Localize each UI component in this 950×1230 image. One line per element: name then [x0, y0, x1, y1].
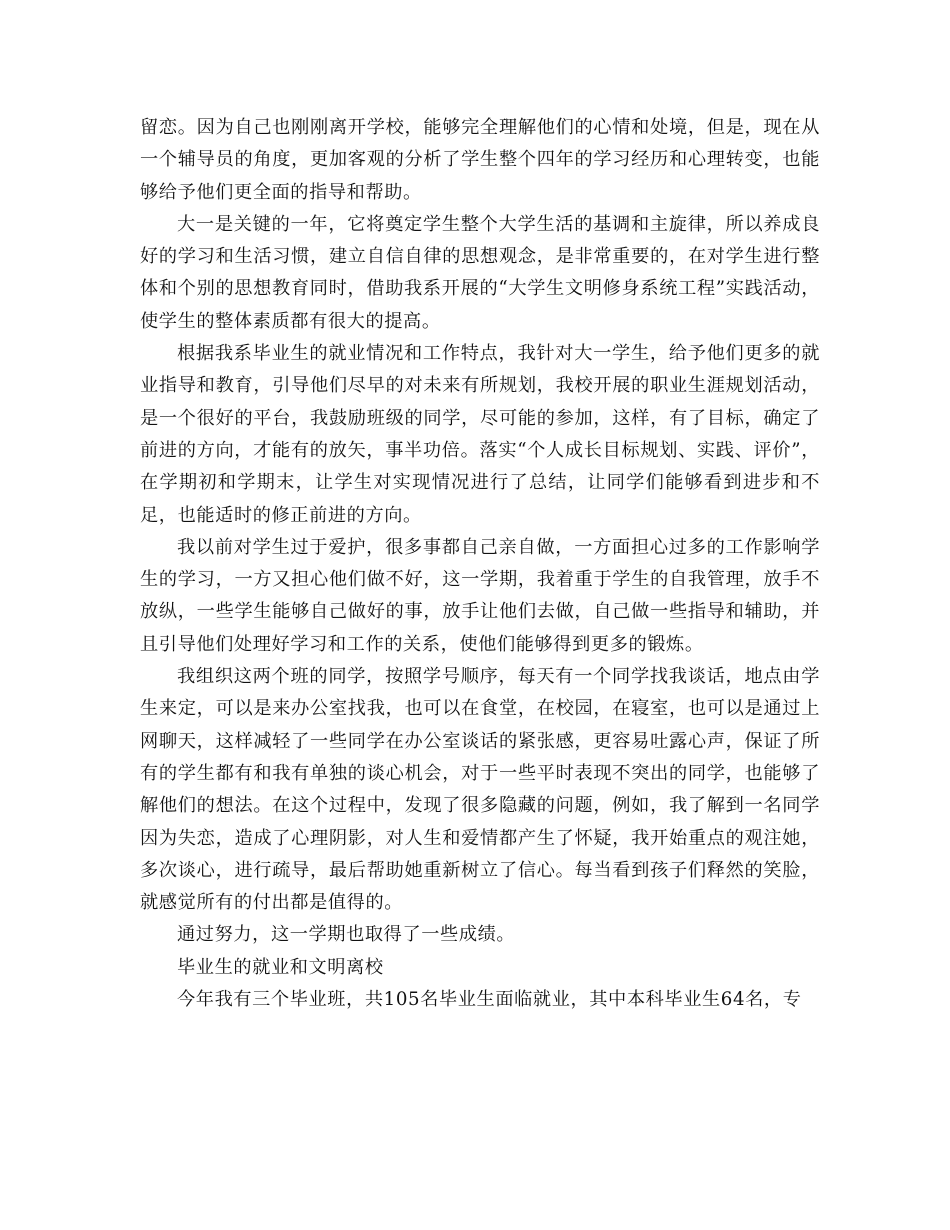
section-heading: 毕业生的就业和文明离校: [177, 956, 384, 978]
paragraph-career-guidance: 根据我系毕业生的就业情况和工作特点，我针对大一学生，给予他们更多的就业指导和教育，引导他们尽早的对未来有所规划，我校开展的职业生涯规划活动，是一个很好的平台，我鼓励班级的同学，尽可能的参加，这样，有了目标，确定了前进的方向，才能有的放矢，事半功倍。落实“个人成长目标规划、实践、评价”，在学期初和学期末，让学生对实现情况进行了总结，让同学们能够看到进步和不足，也能适时的修正前进的方向。: [140, 343, 820, 526]
paragraph-freshman-year: 大一是关键的一年，它将奠定学生整个大学生活的基调和主旋律，所以养成良好的学习和生活习惯，建立自信自律的思想观念，是非常重要的，在对学生进行整体和个别的思想教育同时，借助我系开展的“大学生文明修身系统工程”实践活动，使学生的整体素质都有很大的提高。: [140, 213, 820, 332]
document-body: [140, 112, 820, 1016]
paragraph-student-talks: 我组织这两个班的同学，按照学号顺序，每天有一个同学找我谈话，地点由学生来定，可以是来办公室找我，也可以在食堂，在校园，在寝室，也可以是通过上网聊天，这样减轻了一些同学在办公室谈话的紧张感，更容易吐露心声，保证了所有的学生都有和我有单独的谈心机会，对于一些平时表现不突出的同学，也能够了解他们的想法。在这个过程中，发现了很多隐藏的问题，例如，我了解到一名同学因为失恋，造成了心理阴影，对人生和爱情都产生了怀疑，我开始重点的观注她，多次谈心，进行疏导，最后帮助她重新树立了信心。每当看到孩子们释然的笑脸，就感觉所有的付出都是值得的。: [140, 666, 820, 914]
paragraph-achievements: 通过努力，这一学期也取得了一些成绩。: [177, 924, 516, 946]
paragraph-self-management: 我以前对学生过于爱护，很多事都自己亲自做，一方面担心过多的工作影响学生的学习，一方又担心他们做不好，这一学期，我着重于学生的自我管理，放手不放纵，一些学生能够自己做好的事，放手让他们去做，自己做一些指导和辅助，并且引导他们处理好学习和工作的关系，使他们能够得到更多的锻炼。: [140, 536, 820, 655]
paragraph-graduates: 今年我有三个毕业班，共105名毕业生面临就业，其中本科毕业生64名，专: [177, 989, 802, 1011]
paragraph-continuation: 留恋。因为自己也刚刚离开学校，能够完全理解他们的心情和处境，但是，现在从一个辅导员的角度，更加客观的分析了学生整个四年的学习经历和心理转变，也能够给予他们更全面的指导和帮助。: [140, 117, 820, 203]
